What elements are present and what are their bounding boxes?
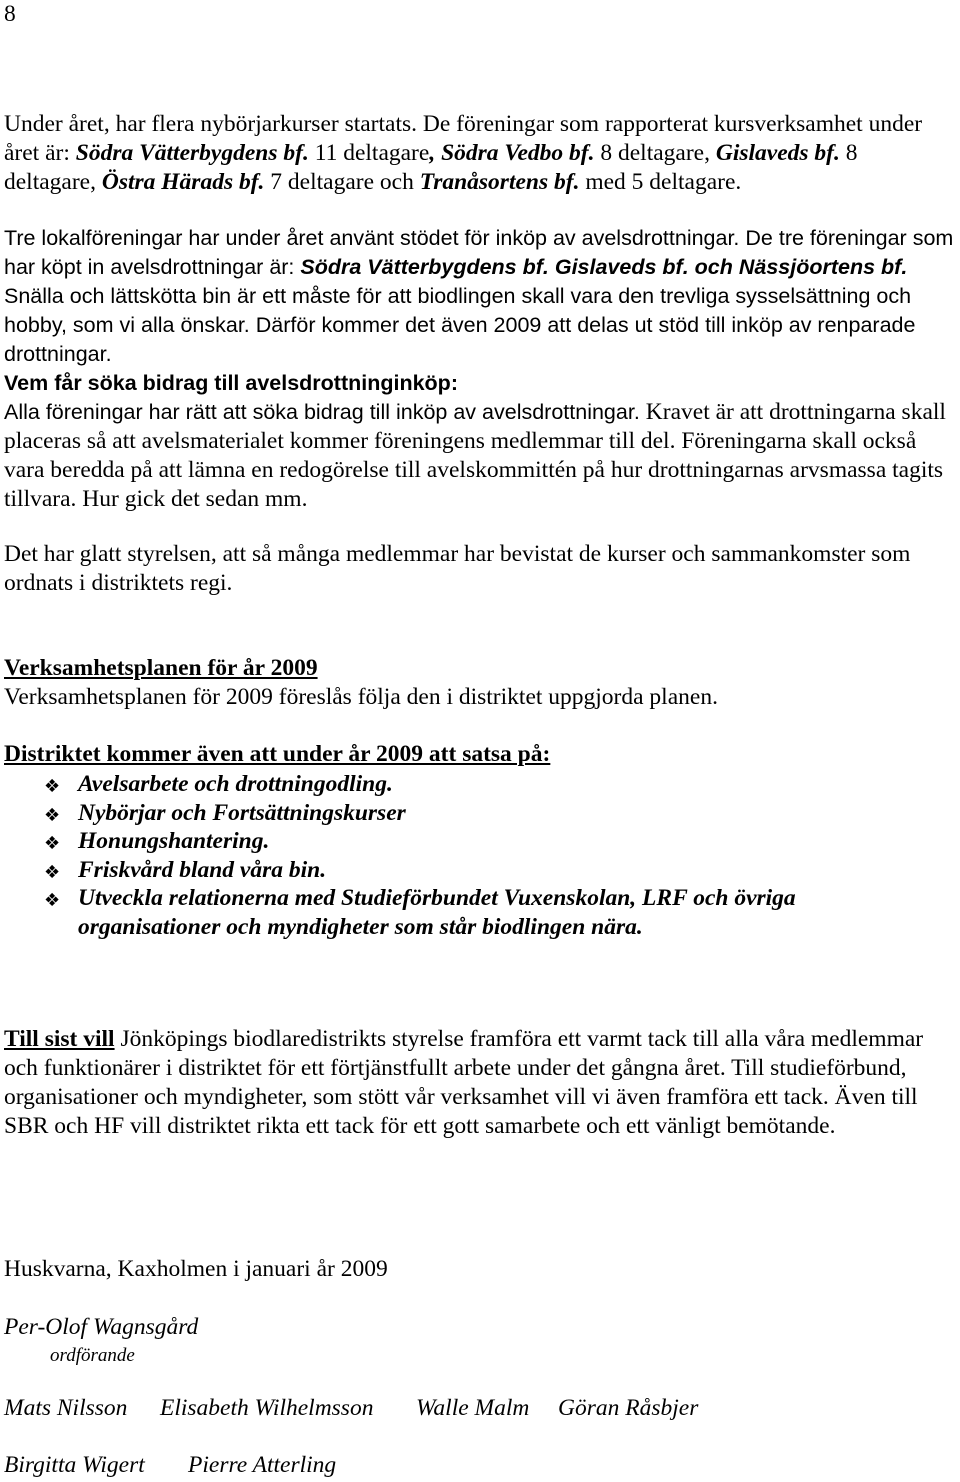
chair-title: ordförande	[50, 1345, 135, 1366]
list-item: ❖ Friskvård bland våra bin.	[44, 856, 920, 885]
association-names: Södra Vätterbygdens bf. Gislaveds bf. och Nässjöortens bf.	[300, 255, 908, 279]
signatory-name: Walle Malm	[416, 1395, 530, 1421]
closing-lead: Till sist vill	[4, 1026, 115, 1052]
signatory-name: Mats Nilsson	[4, 1395, 128, 1421]
diamond-bullet-icon: ❖	[44, 861, 61, 883]
participant-count: med 5 deltagare.	[579, 169, 742, 195]
goals-list	[44, 770, 920, 941]
diamond-bullet-icon: ❖	[44, 804, 61, 826]
courses-intro: Under året, har flera nybörjarkurser startats. De föreningar som rapporterat kursverksamhet under året är:	[4, 111, 923, 166]
queens-text: Snälla och lättskötta bin är ett måste för att biodlingen skall vara den trevliga sysselsättning och hobby, som vi alla önskar. Därför kommer det även 2009 att delas ut stöd till inköp av renparade drottningar.	[4, 284, 916, 366]
signatory-name: Göran Råsbjer	[558, 1395, 699, 1421]
closing-text: Jönköpings biodlaredistrikts styrelse framföra ett varmt tack till alla våra medlemmar och funktionärer i distriktet för ett förtjänstfullt arbete under det gångna året. Till studieförbund, organisationer och myndigheter, som stött vår verksamhet vill vi även framföra ett tack. Även till SBR och HF vill distriktet rikta ett tack för ett gott samarbete och ett vänligt bemötande.	[4, 1026, 924, 1139]
association-name: Gislaveds bf.	[715, 140, 840, 166]
thanks-paragraph: Det har glatt styrelsen, att så många medlemmar har bevistat de kurser och sammankomster som ordnats i distriktets regi.	[4, 541, 911, 596]
plan-text: Verksamhetsplanen för 2009 föreslås följa den i distriktet uppgjorda planen.	[4, 684, 718, 710]
courses-paragraph	[4, 110, 954, 197]
association-name: , Södra Vedbo bf.	[429, 140, 595, 166]
grant-text-a: Alla föreningar har rätt att söka bidrag till inköp av avelsdrottningar.	[4, 400, 646, 424]
closing-paragraph	[4, 1025, 954, 1141]
queens-intro: Tre lokalföreningar har under året använt stödet för inköp av avelsdrottningar. De tre föreningar som har köpt in avelsdrottningar är:	[4, 226, 954, 279]
plan-heading: Verksamhetsplanen för år 2009	[4, 655, 318, 681]
plan-section	[4, 654, 954, 712]
list-item: ❖ Utveckla relationerna med Studieförbundet Vuxenskolan, LRF och övriga organisationer och myndigheter som står biodlingen nära.	[44, 885, 796, 940]
association-name: Östra Härads bf.	[101, 169, 265, 195]
list-item: ❖ Avelsarbete och drottningodling.	[44, 770, 920, 799]
list-item: ❖ Nybörjar och Fortsättningskurser	[44, 799, 920, 828]
diamond-bullet-icon: ❖	[44, 776, 61, 797]
grant-text-b: Kravet är att drottningarna skall placeras så att avelsmaterialet kommer föreningens medlemmar till del. Föreningarna skall också vara beredda på att lämna en redogörelse till avelskommittén på hur drottningarnas arvsmassa tagits tillvara. Hur gick det sedan mm.	[4, 399, 946, 512]
list-item: ❖ Honungshantering.	[44, 827, 920, 856]
diamond-bullet-icon: ❖	[44, 890, 61, 911]
queens-paragraph	[4, 224, 954, 369]
goals-heading: Distriktet kommer även att under år 2009 att satsa på:	[4, 741, 551, 767]
grant-paragraph	[4, 369, 954, 514]
chair-name: Per-Olof Wagnsgård	[4, 1314, 199, 1340]
participant-count: 7 deltagare och	[264, 169, 420, 195]
place-date: Huskvarna, Kaxholmen i januari år 2009	[4, 1256, 388, 1282]
association-name: Tranåsortens bf.	[419, 169, 580, 195]
signatory-name: Elisabeth Wilhelmsson	[160, 1395, 374, 1421]
participant-count: 8 deltagare,	[4, 140, 858, 195]
signatory-name: Pierre Atterling	[188, 1452, 337, 1478]
page-number: 8	[4, 1, 16, 27]
signatory-name: Birgitta Wigert	[4, 1452, 145, 1478]
participant-count: 11 deltagare	[308, 140, 430, 166]
participant-count: 8 deltagare,	[594, 140, 716, 166]
grant-heading: Vem får söka bidrag till avelsdrottninginköp:	[4, 371, 458, 395]
diamond-bullet-icon: ❖	[44, 833, 61, 854]
association-name: Södra Vätterbygdens bf.	[75, 140, 309, 166]
